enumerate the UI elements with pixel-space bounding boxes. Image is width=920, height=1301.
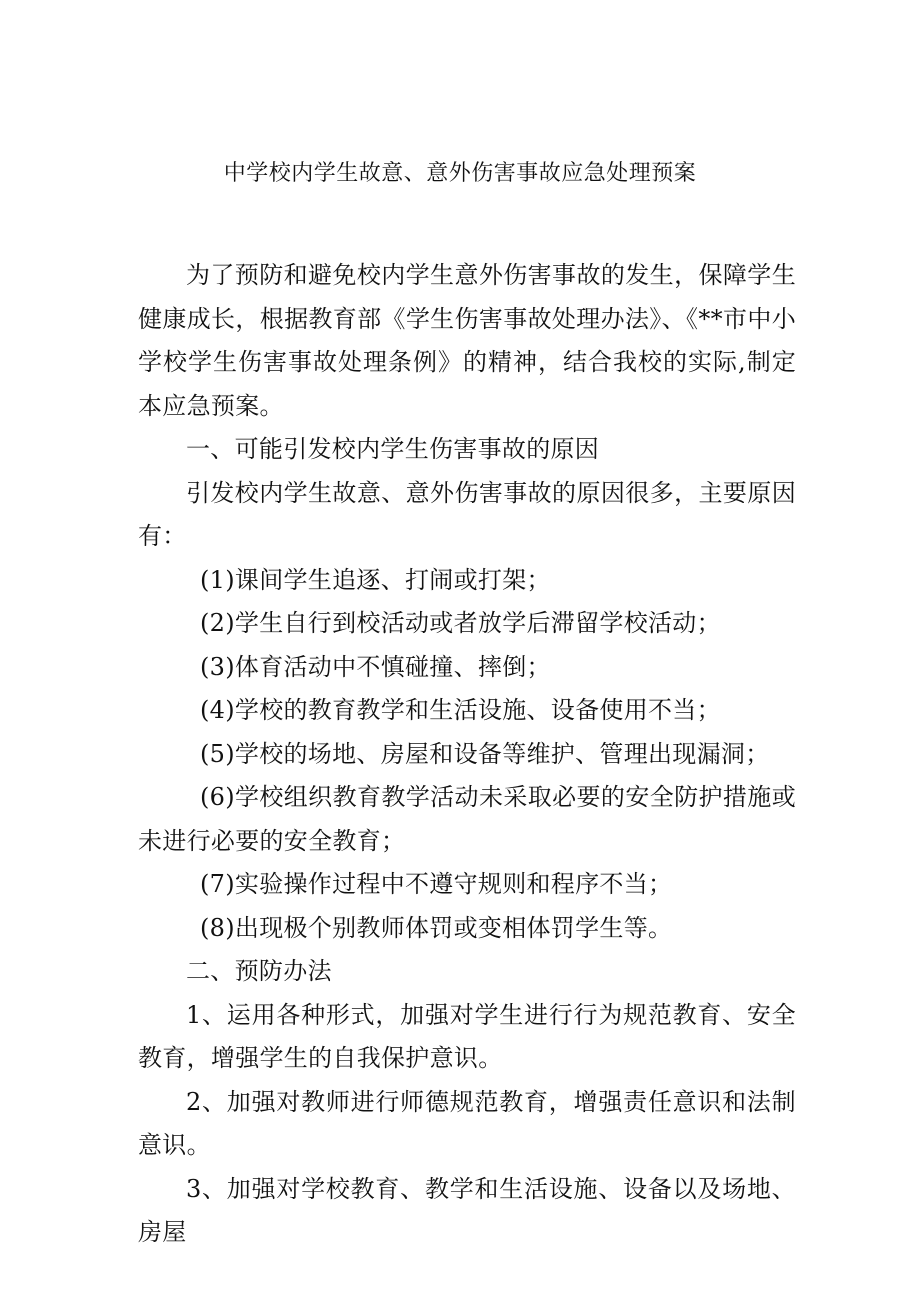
section-heading-2: 二、预防办法: [186, 957, 332, 985]
cause-item: (6)学校组织教育教学活动未采取必要的安全防护措施或未进行必要的安全教育；: [138, 783, 796, 855]
prevention-item: 2、加强对教师进行师德规范教育，增强责任意识和法制意识。: [138, 1087, 796, 1159]
document-body: [138, 254, 796, 1255]
prevention-item: 1、运用各种形式，加强对学生进行行为规范教育、安全教育，增强学生的自我保护意识。: [138, 1000, 796, 1072]
cause-item: (8)出现极个别教师体罚或变相体罚学生等。: [200, 913, 673, 942]
intro-paragraph: 为了预防和避免校内学生意外伤害事故的发生，保障学生健康成长，根据教育部《学生伤害事故处理办法》、《**市中小学校学生伤害事故处理条例》的精神，结合我校的实际,制定本应急预案。: [138, 261, 796, 420]
prevention-item: 3、加强对学校教育、教学和生活设施、设备以及场地、房屋: [138, 1174, 796, 1246]
cause-item: (5)学校的场地、房屋和设备等维护、管理出现漏洞；: [200, 739, 770, 768]
section-heading-1: 一、可能引发校内学生伤害事故的原因: [186, 435, 600, 463]
document-title: 中学校内学生故意、意外伤害事故应急处理预案: [223, 161, 697, 186]
cause-item: (2)学生自行到校活动或者放学后滞留学校活动；: [200, 609, 721, 637]
cause-item: (3)体育活动中不慎碰撞、摔倒；: [200, 652, 551, 681]
cause-item: (4)学校的教育教学和生活设施、设备使用不当；: [200, 696, 721, 724]
causes-intro-paragraph: 引发校内学生故意、意外伤害事故的原因很多，主要原因有：: [138, 478, 796, 550]
cause-item: (7)实验操作过程中不遵守规则和程序不当；: [200, 870, 673, 898]
cause-item: (1)课间学生追逐、打闹或打架；: [200, 565, 551, 594]
